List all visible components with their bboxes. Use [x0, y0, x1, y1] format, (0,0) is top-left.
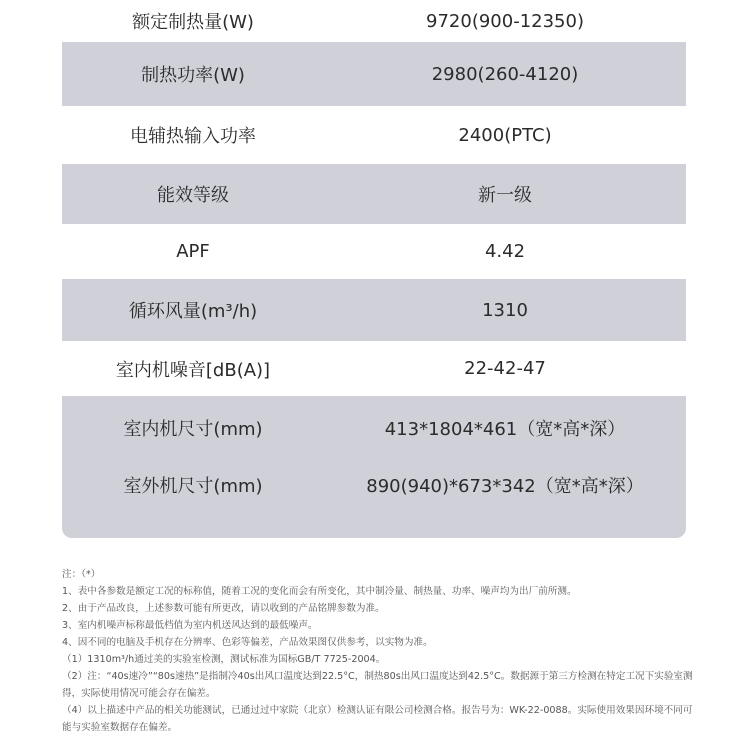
- spec-row-indoor-noise: [62, 341, 686, 396]
- note-item: 2、由于产品改良，上述参数可能有所更改，请以收到的产品铭牌参数为准。: [62, 603, 385, 614]
- note-item: 1、表中各参数是额定工况的标称值，随着工况的变化而会有所变化，其中制冷量、制热量、功率、噪声均为出厂前所测。: [62, 586, 577, 597]
- spec-label: 制热功率(W): [141, 65, 245, 86]
- spec-label: 能效等级: [157, 185, 229, 206]
- note-item: （2）注：“40s速冷”“80s速热”是指制冷40s出风口温度达到22.5°C，制热80s出风口温度达到42.5°C。数据源于第三方检测在特定工况下实验室测得，实际使用情况可能会存在偏差。: [62, 671, 693, 699]
- spec-label: 室内机尺寸(mm): [123, 418, 263, 440]
- spec-label: 室外机尺寸(mm): [123, 475, 263, 497]
- note-item: （4）以上描述中产品的相关功能测试，已通过过中家院（北京）检测认证有限公司检测合格。报告号为：WK-22-0088。实际使用效果因环境不同可能与实验室数据存在偏差。: [62, 705, 693, 733]
- footnotes: [62, 566, 702, 736]
- spec-value: 2980(260-4120): [431, 63, 579, 85]
- spec-value: 4.42: [484, 241, 526, 262]
- spec-row-energy-grade: [62, 164, 686, 224]
- spec-label: APF: [176, 241, 210, 262]
- spec-value: 890(940)*673*342（宽*高*深）: [366, 475, 644, 497]
- note-item: 4、因不同的电脑及手机存在分辨率、色彩等偏差，产品效果图仅供参考，以实物为准。: [62, 637, 433, 648]
- table-footer-band: [62, 510, 686, 538]
- note-item: （1）1310m³/h通过美的实验室检测，测试标准为国标GB/T 7725-2004。: [62, 654, 386, 665]
- spec-row-heating-power: [62, 42, 686, 106]
- spec-table: [62, 0, 686, 538]
- spec-row-airflow: [62, 279, 686, 341]
- spec-label: 室内机噪音[dB(A)]: [115, 359, 271, 381]
- spec-row-heating-capacity: [62, 0, 686, 42]
- spec-value: 2400(PTC): [458, 124, 552, 146]
- spec-value: 22-42-47: [464, 358, 546, 379]
- spec-value: 9720(900-12350): [426, 10, 584, 32]
- spec-label: 额定制热量(W): [132, 12, 254, 33]
- spec-value: 1310: [482, 299, 528, 321]
- spec-label: 电辅热输入功率: [130, 126, 256, 147]
- note-item: 3、室内机噪声标称最低档值为室内机送风达到的最低噪声。: [62, 620, 318, 631]
- spec-row-electric-heater-power: [62, 106, 686, 164]
- spec-value: 新一级: [478, 185, 532, 206]
- spec-label: 循环风量(m³/h): [128, 301, 258, 322]
- notes-heading: 注：（*）: [62, 569, 101, 580]
- spec-value: 413*1804*461（宽*高*深）: [384, 418, 626, 440]
- spec-row-outdoor-size: [62, 459, 686, 510]
- spec-row-indoor-size: [62, 396, 686, 459]
- spec-row-apf: [62, 224, 686, 279]
